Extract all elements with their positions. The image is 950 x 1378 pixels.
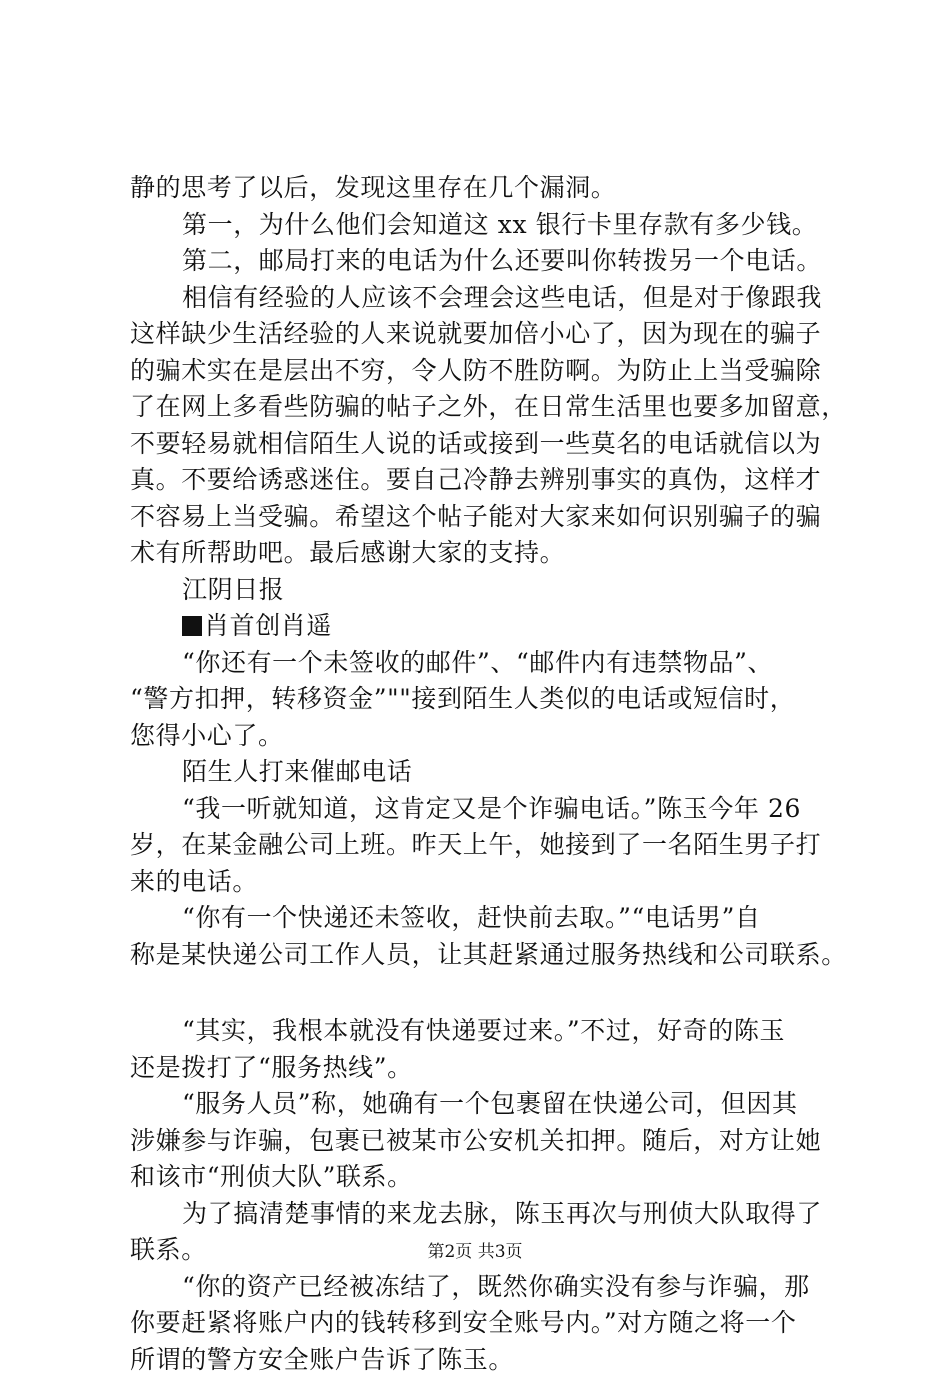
page-number-footer: 第2页 共3页 [0,1240,950,1264]
text-line: 真。不要给诱惑迷住。要自己冷静去辨别事实的真伪，这样才 [130,462,830,499]
text-line: “我一听就知道，这肯定又是个诈骗电话。”陈玉今年 26 [130,791,830,828]
text-line: 和该市“刑侦大队”联系。 [130,1159,830,1196]
text-line: 的骗术实在是层出不穷，令人防不胜防啊。为防止上当受骗除 [130,353,830,390]
text-line: 相信有经验的人应该不会理会这些电话，但是对于像跟我 [130,280,830,317]
text-line: 了在网上多看些防骗的帖子之外，在日常生活里也要多加留意， [130,389,830,426]
text-line: 这样缺少生活经验的人来说就要加倍小心了，因为现在的骗子 [130,316,830,353]
text-line: “你的资产已经被冻结了，既然你确实没有参与诈骗，那 [130,1269,830,1306]
text-line: 所谓的警方安全账户告诉了陈玉。 [130,1342,830,1378]
text-line: 联系。 [130,1232,830,1269]
blank-line [130,973,830,1013]
text-line: 为了搞清楚事情的来龙去脉，陈玉再次与刑侦大队取得了 [130,1196,830,1233]
text-line: “其实，我根本就没有快递要过来。”不过，好奇的陈玉 [130,1013,830,1050]
text-line: “警方扣押，转移资金”""接到陌生人类似的电话或短信时， [130,681,830,718]
text-line: 称是某快递公司工作人员，让其赶紧通过服务热线和公司联系。 [130,937,830,974]
text-line: 静的思考了以后，发现这里存在几个漏洞。 [130,170,830,207]
text-line: 您得小心了。 [130,718,830,755]
text-line: 术有所帮助吧。最后感谢大家的支持。 [130,535,830,572]
text-line: 不要轻易就相信陌生人说的话或接到一些莫名的电话就信以为 [130,426,830,463]
black-square-icon [182,616,202,636]
text-line: “你有一个快递还未签收，赶快前去取。”“电话男”自 [130,900,830,937]
author-names: 肖首创肖遥 [204,611,332,640]
text-line: 第二，邮局打来的电话为什么还要叫你转拨另一个电话。 [130,243,830,280]
text-line: “你还有一个未签收的邮件”、“邮件内有违禁物品”、 [130,645,830,682]
text-line: “服务人员”称，她确有一个包裹留在快递公司，但因其 [130,1086,830,1123]
text-line: 你要赶紧将账户内的钱转移到安全账号内。”对方随之将一个 [130,1305,830,1342]
document-body [130,170,830,1378]
text-line: 还是拨打了“服务热线”。 [130,1050,830,1087]
source-label: 江阴日报 [130,572,830,609]
text-line: 岁，在某金融公司上班。昨天上午，她接到了一名陌生男子打 [130,827,830,864]
text-line: 第一，为什么他们会知道这 xx 银行卡里存款有多少钱。 [130,207,830,244]
section-heading: 陌生人打来催邮电话 [130,754,830,791]
text-line: 涉嫌参与诈骗，包裹已被某市公安机关扣押。随后，对方让她 [130,1123,830,1160]
text-line: 来的电话。 [130,864,830,901]
text-line: 不容易上当受骗。希望这个帖子能对大家来如何识别骗子的骗 [130,499,830,536]
author-line [130,608,830,645]
